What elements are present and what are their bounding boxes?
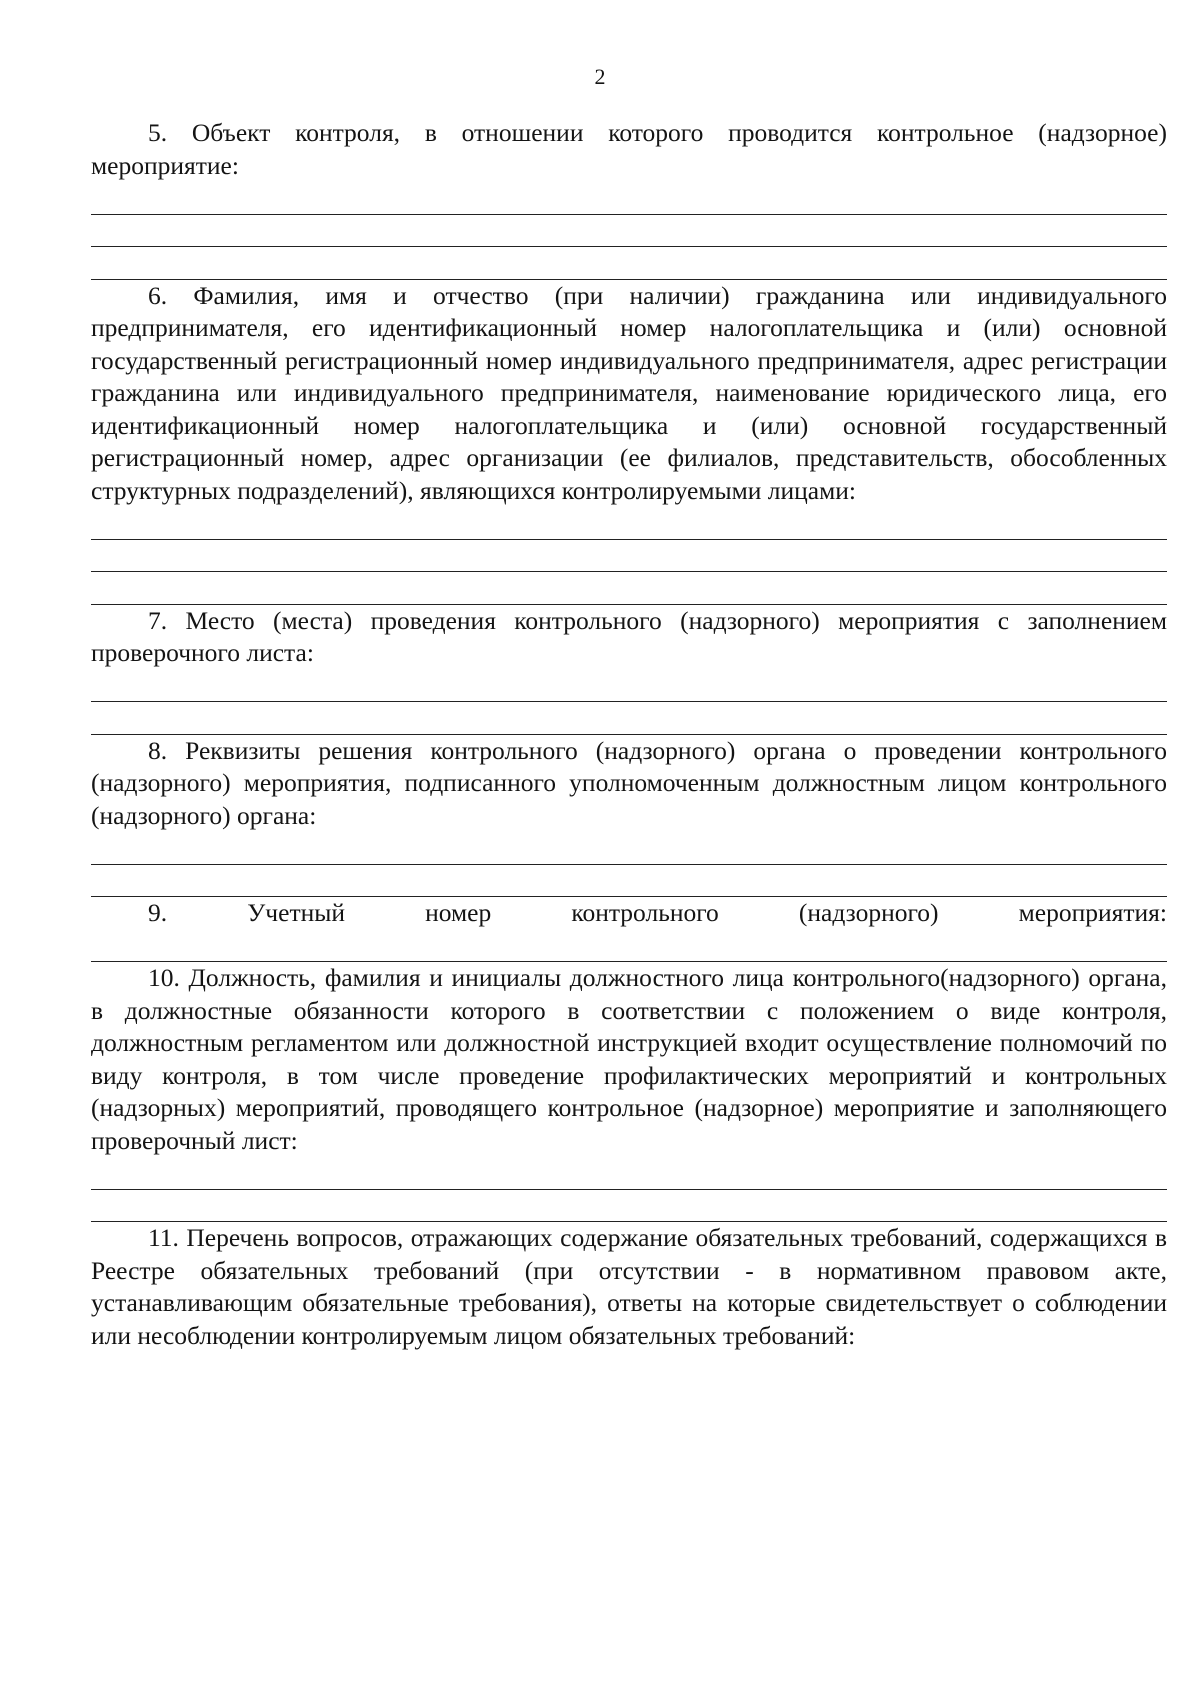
section-8 <box>91 735 1167 898</box>
fill-in-line[interactable] <box>91 182 1167 215</box>
section-text: 11. Перечень вопросов, отражающих содержание обязательных требований, содержащихся в Реестре обязательных требований (при отсутствии - в нормативном правовом акте, устанавливающим обязательные требования), ответы на которые свидетельствует о соблюдении или несоблюдении контролируемым лицом обязательных требований: <box>91 1223 1167 1350</box>
fill-in-line[interactable] <box>91 1190 1167 1223</box>
section-11 <box>91 1222 1167 1352</box>
document-body <box>91 117 1167 1352</box>
fill-in-line[interactable] <box>91 865 1167 898</box>
fill-in-line[interactable] <box>91 540 1167 573</box>
fill-in-line[interactable] <box>91 670 1167 703</box>
section-7 <box>91 605 1167 735</box>
fill-in-line[interactable] <box>91 215 1167 248</box>
section-6 <box>91 280 1167 605</box>
section-text: 7. Место (места) проведения контрольного (надзорного) мероприятия с заполнением проверочного листа: <box>91 605 1167 667</box>
section-5 <box>91 117 1167 280</box>
section-9 <box>91 897 1167 962</box>
section-text: 5. Объект контроля, в отношении которого проводится контрольное (надзорное) мероприятие: <box>91 118 1167 180</box>
fill-in-line[interactable] <box>91 507 1167 540</box>
fill-in-line[interactable] <box>91 930 1167 963</box>
fill-in-line[interactable] <box>91 247 1167 280</box>
fill-in-line[interactable] <box>91 1157 1167 1190</box>
fill-in-line[interactable] <box>91 702 1167 735</box>
section-10 <box>91 962 1167 1222</box>
fill-in-line[interactable] <box>91 572 1167 605</box>
section-text: 10. Должность, фамилия и инициалы должностного лица контрольного(надзорного) органа, в должностные обязанности которого в соответствии с положением о виде контроля, должностным регламентом или должностной инструкцией входит осуществление полномочий по виду контроля, в том числе проведение профилактических мероприятий и контрольных (надзорных) мероприятий, проводящего контрольное (надзорное) мероприятие и заполняющего проверочный лист: <box>91 963 1167 1155</box>
page-number: 2 <box>594 64 606 89</box>
section-text: 8. Реквизиты решения контрольного (надзорного) органа о проведении контрольного (надзорного) мероприятия, подписанного уполномоченным должностным лицом контрольного (надзорного) органа: <box>91 735 1167 830</box>
fill-in-line[interactable] <box>91 832 1167 865</box>
section-text: 6. Фамилия, имя и отчество (при наличии) гражданина или индивидуального предпринимателя, его идентификационный номер налогоплательщика и (или) основной государственный регистрационный номер индивидуального предпринимателя, адрес регистрации гражданина или индивидуального предпринимателя, наименование юридического лица, его идентификационный номер налогоплательщика и (или) основной государственный регистрационный номер, адрес организации (ее филиалов, представительств, обособленных структурных подразделений), являющихся контролируемыми лицами: <box>91 280 1167 505</box>
section-text: 9. Учетный номер контрольного (надзорного) мероприятия: <box>148 898 1167 927</box>
